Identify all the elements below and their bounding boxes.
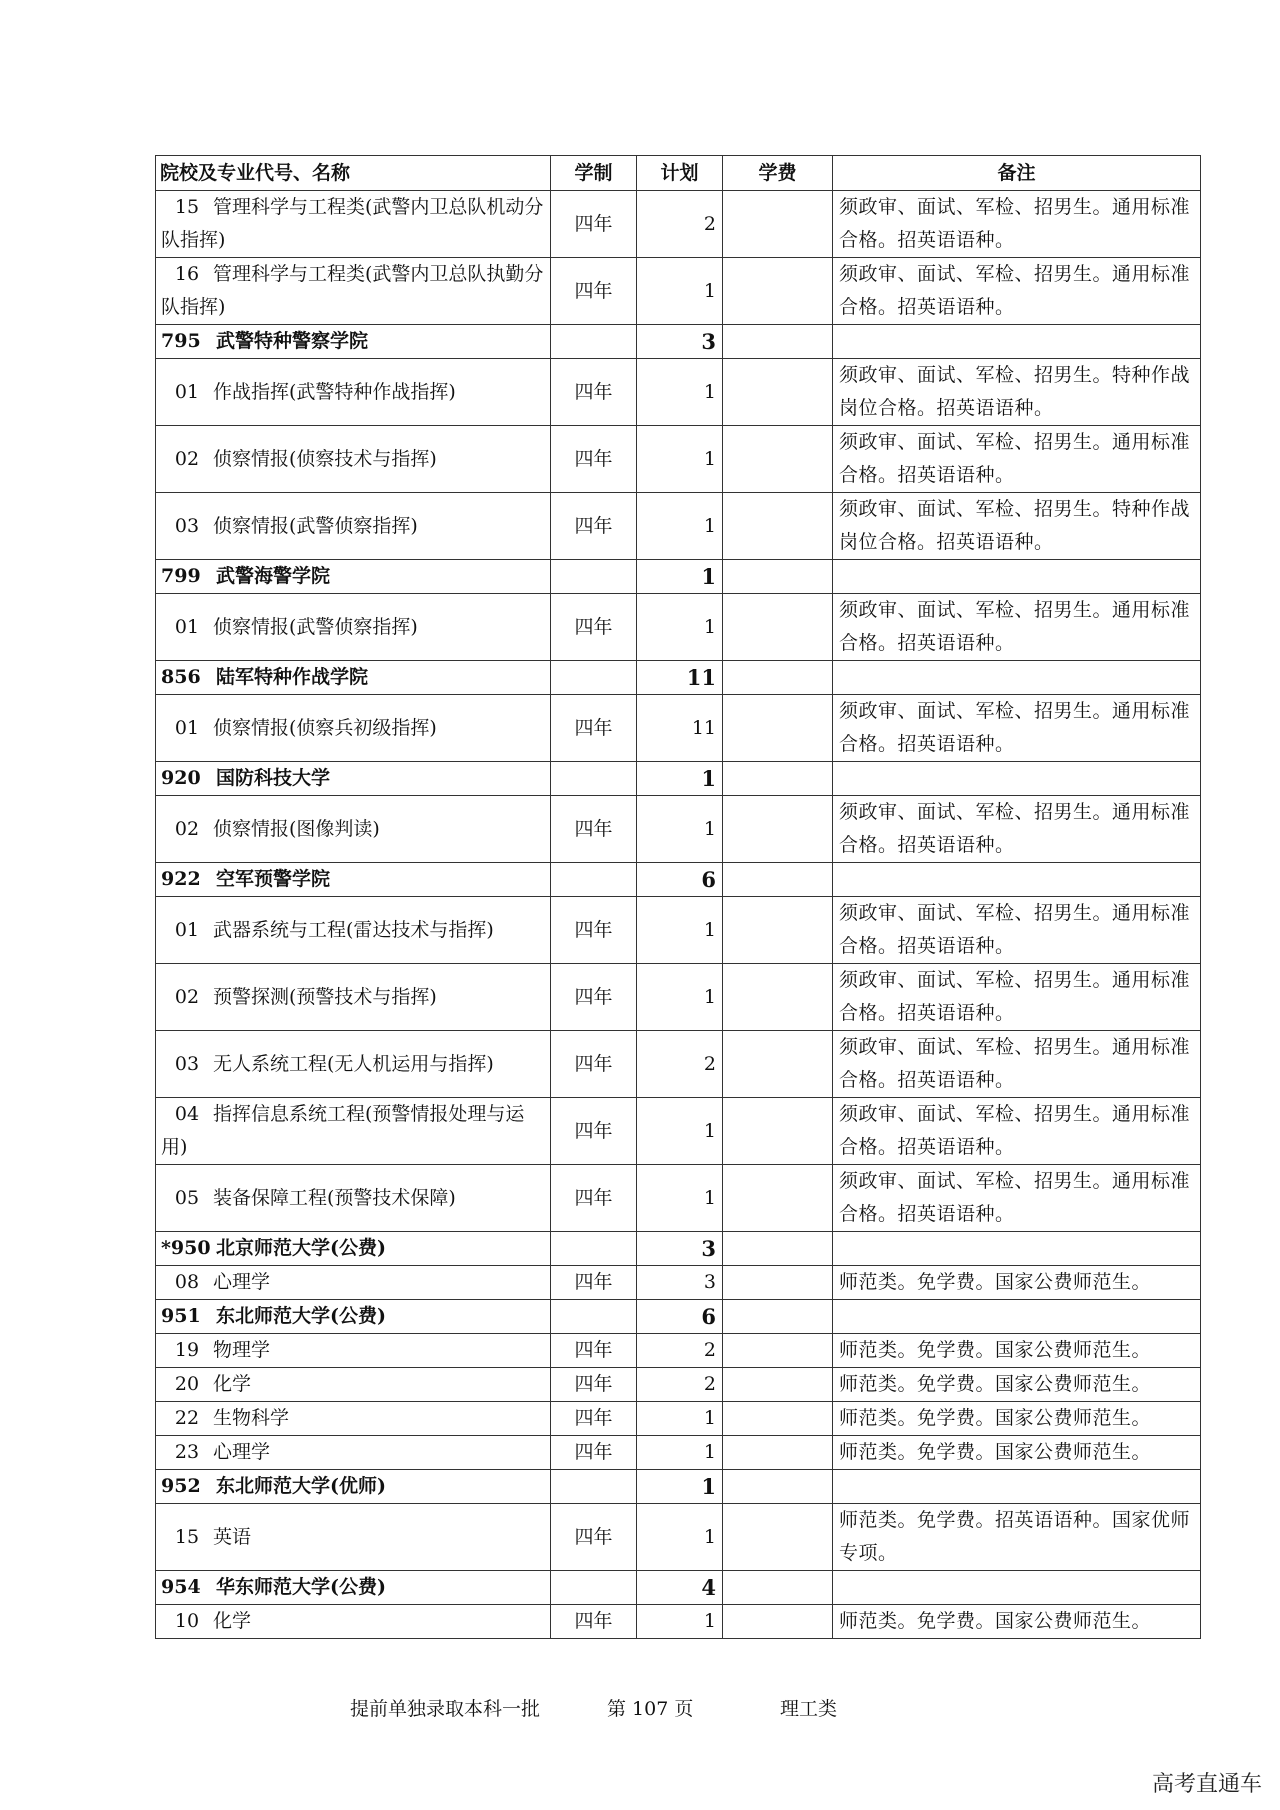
plan-cell: 1 <box>637 493 723 560</box>
duration-cell: 四年 <box>551 897 637 964</box>
plan-cell: 1 <box>637 1504 723 1571</box>
major-row <box>156 1504 1201 1571</box>
institution-cell <box>156 661 551 695</box>
institution-plan: 1 <box>637 762 723 796</box>
notes-cell: 须政审、面试、军检、招男生。特种作战岗位合格。招英语语种。 <box>833 359 1201 426</box>
duration-cell <box>551 762 637 796</box>
major-code: 20 <box>174 1373 200 1395</box>
duration-cell: 四年 <box>551 359 637 426</box>
institution-name: 北京师范大学(公费) <box>216 1237 386 1259</box>
major-cell <box>156 594 551 661</box>
notes-cell <box>833 1300 1201 1334</box>
major-code: 01 <box>174 380 200 403</box>
notes-cell: 须政审、面试、军检、招男生。通用标准合格。招英语语种。 <box>833 426 1201 493</box>
footer-batch: 提前单独录取本科一批 <box>350 1698 541 1720</box>
tuition-cell <box>723 560 833 594</box>
tuition-cell <box>723 897 833 964</box>
institution-code: 795 <box>161 330 201 352</box>
major-name: 侦察情报(侦察兵初级指挥) <box>213 716 437 739</box>
tuition-cell <box>723 1232 833 1266</box>
major-cell <box>156 1031 551 1098</box>
duration-cell: 四年 <box>551 258 637 325</box>
header-duration: 学制 <box>551 156 637 191</box>
tuition-cell <box>723 1402 833 1436</box>
institution-row <box>156 325 1201 359</box>
notes-cell: 师范类。免学费。国家公费师范生。 <box>833 1436 1201 1470</box>
notes-cell: 师范类。免学费。招英语语种。国家优师专项。 <box>833 1504 1201 1571</box>
institution-row <box>156 863 1201 897</box>
duration-cell: 四年 <box>551 1504 637 1571</box>
institution-code: 856 <box>161 666 201 688</box>
notes-cell: 须政审、面试、军检、招男生。通用标准合格。招英语语种。 <box>833 695 1201 762</box>
notes-cell <box>833 1232 1201 1266</box>
major-name: 心理学 <box>213 1271 271 1293</box>
major-code: 05 <box>174 1186 200 1209</box>
major-cell <box>156 1165 551 1232</box>
tuition-cell <box>723 1300 833 1334</box>
major-name: 管理科学与工程类(武警内卫总队执勤分队指挥) <box>161 263 544 318</box>
institution-name: 空军预警学院 <box>216 868 331 890</box>
notes-cell: 须政审、面试、军检、招男生。通用标准合格。招英语语种。 <box>833 796 1201 863</box>
major-code: 01 <box>174 918 200 941</box>
major-name: 化学 <box>213 1610 252 1632</box>
tuition-cell <box>723 426 833 493</box>
major-name: 侦察情报(武警侦察指挥) <box>213 514 418 537</box>
major-row <box>156 897 1201 964</box>
institution-plan: 6 <box>637 1300 723 1334</box>
major-code: 01 <box>174 716 200 739</box>
major-row <box>156 493 1201 560</box>
institution-code: 922 <box>161 868 201 890</box>
duration-cell: 四年 <box>551 1266 637 1300</box>
institution-plan: 4 <box>637 1571 723 1605</box>
institution-cell <box>156 325 551 359</box>
institution-code: 799 <box>161 565 201 587</box>
major-row <box>156 1402 1201 1436</box>
institution-row <box>156 1470 1201 1504</box>
institution-name: 武警特种警察学院 <box>216 330 369 352</box>
watermark-text: 高考直通车 <box>1151 1772 1262 1797</box>
notes-cell: 须政审、面试、军检、招男生。通用标准合格。招英语语种。 <box>833 258 1201 325</box>
major-cell <box>156 426 551 493</box>
major-cell <box>156 1436 551 1470</box>
major-cell <box>156 1266 551 1300</box>
plan-cell: 1 <box>637 426 723 493</box>
major-name: 侦察情报(武警侦察指挥) <box>213 615 418 638</box>
major-cell <box>156 1402 551 1436</box>
major-row <box>156 191 1201 258</box>
major-name: 管理科学与工程类(武警内卫总队机动分队指挥) <box>161 196 544 251</box>
plan-cell: 1 <box>637 1402 723 1436</box>
notes-cell <box>833 762 1201 796</box>
notes-cell: 师范类。免学费。国家公费师范生。 <box>833 1402 1201 1436</box>
tuition-cell <box>723 594 833 661</box>
major-row <box>156 359 1201 426</box>
plan-cell: 2 <box>637 1031 723 1098</box>
notes-cell <box>833 1470 1201 1504</box>
institution-cell <box>156 863 551 897</box>
tuition-cell <box>723 1031 833 1098</box>
duration-cell: 四年 <box>551 426 637 493</box>
major-row <box>156 1098 1201 1165</box>
tuition-cell <box>723 1504 833 1571</box>
institution-cell <box>156 762 551 796</box>
duration-cell <box>551 863 637 897</box>
duration-cell: 四年 <box>551 1605 637 1639</box>
duration-cell: 四年 <box>551 1098 637 1165</box>
institution-row <box>156 1571 1201 1605</box>
institution-cell <box>156 1470 551 1504</box>
major-cell <box>156 964 551 1031</box>
notes-cell: 须政审、面试、军检、招男生。通用标准合格。招英语语种。 <box>833 1098 1201 1165</box>
tuition-cell <box>723 661 833 695</box>
major-name: 预警探测(预警技术与指挥) <box>213 985 437 1008</box>
table-body <box>156 191 1201 1639</box>
institution-name: 华东师范大学(公费) <box>216 1576 386 1598</box>
institution-name: 东北师范大学(公费) <box>216 1305 386 1327</box>
tuition-cell <box>723 863 833 897</box>
institution-code: 920 <box>161 767 201 789</box>
major-code: 19 <box>174 1339 200 1361</box>
plan-cell: 2 <box>637 1368 723 1402</box>
major-code: 03 <box>174 1052 200 1075</box>
plan-cell: 1 <box>637 1605 723 1639</box>
duration-cell <box>551 1470 637 1504</box>
major-name: 装备保障工程(预警技术保障) <box>213 1186 456 1209</box>
duration-cell <box>551 560 637 594</box>
plan-cell: 1 <box>637 1098 723 1165</box>
duration-cell: 四年 <box>551 964 637 1031</box>
plan-cell: 1 <box>637 359 723 426</box>
major-name: 侦察情报(图像判读) <box>213 817 380 840</box>
major-row <box>156 1334 1201 1368</box>
major-code: 08 <box>174 1271 200 1293</box>
major-cell <box>156 258 551 325</box>
institution-cell <box>156 1571 551 1605</box>
plan-cell: 1 <box>637 796 723 863</box>
tuition-cell <box>723 964 833 1031</box>
institution-name: 陆军特种作战学院 <box>216 666 369 688</box>
header-name: 院校及专业代号、名称 <box>156 156 551 191</box>
major-row <box>156 1368 1201 1402</box>
major-row <box>156 1436 1201 1470</box>
notes-cell: 须政审、面试、军检、招男生。通用标准合格。招英语语种。 <box>833 1165 1201 1232</box>
notes-cell <box>833 1571 1201 1605</box>
institution-cell <box>156 1232 551 1266</box>
institution-name: 武警海警学院 <box>216 565 331 587</box>
major-code: 01 <box>174 615 200 638</box>
institution-name: 国防科技大学 <box>216 767 331 789</box>
tuition-cell <box>723 796 833 863</box>
duration-cell: 四年 <box>551 1334 637 1368</box>
major-row <box>156 1165 1201 1232</box>
tuition-cell <box>723 1571 833 1605</box>
major-code: 02 <box>174 447 200 470</box>
major-row <box>156 594 1201 661</box>
tuition-cell <box>723 325 833 359</box>
major-name: 物理学 <box>213 1339 271 1361</box>
major-name: 侦察情报(侦察技术与指挥) <box>213 447 437 470</box>
major-name: 武器系统与工程(雷达技术与指挥) <box>213 918 494 941</box>
plan-cell: 3 <box>637 1266 723 1300</box>
plan-cell: 1 <box>637 258 723 325</box>
duration-cell <box>551 1300 637 1334</box>
notes-cell: 师范类。免学费。国家公费师范生。 <box>833 1605 1201 1639</box>
tuition-cell <box>723 1368 833 1402</box>
major-cell <box>156 1605 551 1639</box>
tuition-cell <box>723 1334 833 1368</box>
institution-row <box>156 762 1201 796</box>
tuition-cell <box>723 258 833 325</box>
institution-row <box>156 1232 1201 1266</box>
tuition-cell <box>723 1436 833 1470</box>
major-code: 15 <box>174 196 200 218</box>
major-name: 英语 <box>213 1525 252 1548</box>
plan-cell: 1 <box>637 897 723 964</box>
tuition-cell <box>723 359 833 426</box>
notes-cell <box>833 560 1201 594</box>
major-row <box>156 1031 1201 1098</box>
major-row <box>156 1266 1201 1300</box>
header-tuition: 学费 <box>723 156 833 191</box>
major-cell <box>156 796 551 863</box>
notes-cell: 须政审、面试、军检、招男生。通用标准合格。招英语语种。 <box>833 1031 1201 1098</box>
footer-page-number: 第 107 页 <box>607 1698 694 1720</box>
major-row <box>156 1605 1201 1639</box>
major-code: 22 <box>174 1407 200 1429</box>
major-code: 02 <box>174 985 200 1008</box>
institution-cell <box>156 560 551 594</box>
major-row <box>156 796 1201 863</box>
major-code: 02 <box>174 817 200 840</box>
major-name: 生物科学 <box>213 1407 290 1429</box>
institution-code: 951 <box>161 1305 201 1327</box>
institution-row <box>156 1300 1201 1334</box>
notes-cell <box>833 661 1201 695</box>
footer-category: 理工类 <box>780 1698 838 1720</box>
tuition-cell <box>723 191 833 258</box>
notes-cell: 师范类。免学费。国家公费师范生。 <box>833 1266 1201 1300</box>
institution-code: 954 <box>161 1576 201 1598</box>
institution-code: *950 <box>161 1237 211 1259</box>
major-cell <box>156 897 551 964</box>
institution-plan: 11 <box>637 661 723 695</box>
major-name: 心理学 <box>213 1441 271 1463</box>
duration-cell <box>551 1232 637 1266</box>
institution-plan: 1 <box>637 1470 723 1504</box>
major-name: 化学 <box>213 1373 252 1395</box>
plan-cell: 1 <box>637 964 723 1031</box>
duration-cell <box>551 661 637 695</box>
tuition-cell <box>723 695 833 762</box>
duration-cell: 四年 <box>551 594 637 661</box>
tuition-cell <box>723 1470 833 1504</box>
notes-cell: 师范类。免学费。国家公费师范生。 <box>833 1368 1201 1402</box>
major-code: 03 <box>174 514 200 537</box>
major-code: 23 <box>174 1441 200 1463</box>
major-code: 10 <box>174 1610 200 1632</box>
major-code: 16 <box>174 263 200 285</box>
plan-cell: 2 <box>637 1334 723 1368</box>
institution-plan: 3 <box>637 325 723 359</box>
notes-cell: 须政审、面试、军检、招男生。特种作战岗位合格。招英语语种。 <box>833 493 1201 560</box>
plan-cell: 1 <box>637 594 723 661</box>
major-cell <box>156 191 551 258</box>
major-row <box>156 258 1201 325</box>
notes-cell: 须政审、面试、军检、招男生。通用标准合格。招英语语种。 <box>833 191 1201 258</box>
plan-cell: 1 <box>637 1165 723 1232</box>
major-cell <box>156 359 551 426</box>
duration-cell: 四年 <box>551 1402 637 1436</box>
tuition-cell <box>723 493 833 560</box>
duration-cell <box>551 325 637 359</box>
institution-name: 东北师范大学(优师) <box>216 1475 386 1497</box>
major-row <box>156 426 1201 493</box>
duration-cell: 四年 <box>551 191 637 258</box>
major-cell <box>156 1504 551 1571</box>
major-name: 指挥信息系统工程(预警情报处理与运用) <box>161 1103 525 1158</box>
major-cell <box>156 493 551 560</box>
enrollment-plan-table <box>155 155 1201 1639</box>
plan-cell: 2 <box>637 191 723 258</box>
institution-cell <box>156 1300 551 1334</box>
plan-cell: 1 <box>637 1436 723 1470</box>
major-cell <box>156 1334 551 1368</box>
institution-plan: 6 <box>637 863 723 897</box>
notes-cell: 师范类。免学费。国家公费师范生。 <box>833 1334 1201 1368</box>
header-notes: 备注 <box>833 156 1201 191</box>
institution-row <box>156 560 1201 594</box>
notes-cell: 须政审、面试、军检、招男生。通用标准合格。招英语语种。 <box>833 897 1201 964</box>
institution-plan: 1 <box>637 560 723 594</box>
notes-cell <box>833 325 1201 359</box>
major-code: 15 <box>174 1525 200 1548</box>
duration-cell: 四年 <box>551 796 637 863</box>
major-code: 04 <box>174 1103 200 1125</box>
duration-cell: 四年 <box>551 1165 637 1232</box>
notes-cell: 须政审、面试、军检、招男生。通用标准合格。招英语语种。 <box>833 594 1201 661</box>
duration-cell: 四年 <box>551 1031 637 1098</box>
duration-cell: 四年 <box>551 493 637 560</box>
major-row <box>156 695 1201 762</box>
major-name: 无人系统工程(无人机运用与指挥) <box>213 1052 494 1075</box>
major-name: 作战指挥(武警特种作战指挥) <box>213 380 456 403</box>
tuition-cell <box>723 1605 833 1639</box>
major-cell <box>156 1098 551 1165</box>
notes-cell: 须政审、面试、军检、招男生。通用标准合格。招英语语种。 <box>833 964 1201 1031</box>
institution-row <box>156 661 1201 695</box>
institution-plan: 3 <box>637 1232 723 1266</box>
major-cell <box>156 1368 551 1402</box>
plan-cell: 11 <box>637 695 723 762</box>
notes-cell <box>833 863 1201 897</box>
tuition-cell <box>723 762 833 796</box>
duration-cell: 四年 <box>551 695 637 762</box>
duration-cell: 四年 <box>551 1368 637 1402</box>
tuition-cell <box>723 1098 833 1165</box>
duration-cell <box>551 1571 637 1605</box>
header-plan: 计划 <box>637 156 723 191</box>
institution-code: 952 <box>161 1475 201 1497</box>
tuition-cell <box>723 1266 833 1300</box>
table-header-row <box>156 156 1201 191</box>
major-row <box>156 964 1201 1031</box>
tuition-cell <box>723 1165 833 1232</box>
duration-cell: 四年 <box>551 1436 637 1470</box>
major-cell <box>156 695 551 762</box>
